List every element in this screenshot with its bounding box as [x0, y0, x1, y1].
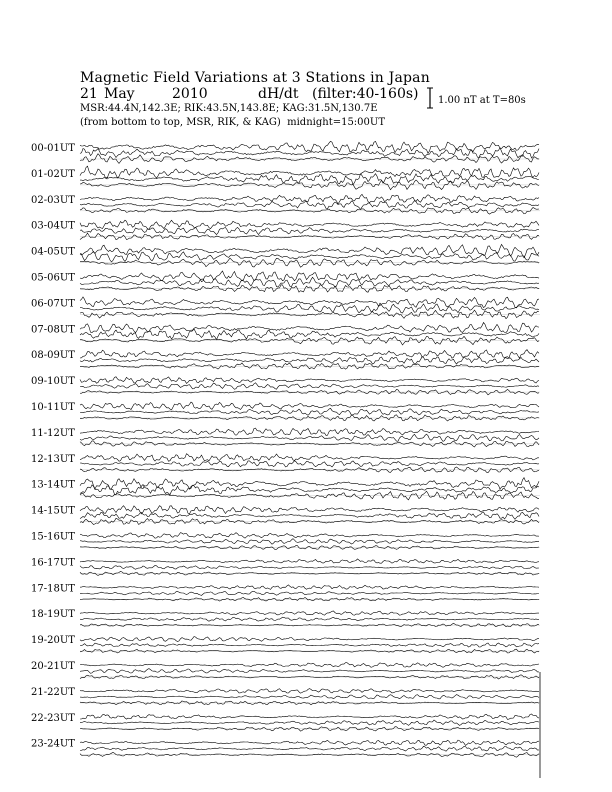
trace-kag — [80, 454, 539, 462]
trace-rik — [80, 695, 539, 699]
trace-msr — [80, 154, 539, 164]
trace-kag — [80, 559, 539, 563]
trace-kag — [80, 533, 539, 539]
hour-label: 06-07UT — [31, 298, 75, 310]
trace-kag — [80, 714, 539, 719]
trace-kag — [80, 323, 539, 333]
trace-kag — [80, 611, 539, 615]
trace-rik — [80, 746, 539, 751]
trace-rik — [80, 539, 539, 545]
trace-kag — [80, 663, 539, 668]
trace-kag — [80, 740, 539, 745]
midnight-text: midnight=15:00UT — [287, 117, 386, 128]
date-month: May — [104, 86, 135, 102]
trace-kag — [80, 478, 539, 490]
trace-rik — [80, 512, 539, 519]
trace-rik — [80, 591, 539, 595]
trace-kag — [80, 377, 539, 384]
trace-kag — [80, 141, 539, 153]
hour-label: 09-10UT — [31, 376, 75, 388]
trace-kag — [80, 402, 539, 410]
hour-label: 15-16UT — [31, 531, 75, 543]
trace-rik — [80, 383, 539, 390]
component-label: dH/dt — [258, 86, 299, 102]
hour-label: 21-22UT — [31, 686, 75, 698]
trace-kag — [80, 637, 539, 642]
hour-label: 01-02UT — [31, 168, 75, 180]
trace-kag — [80, 585, 539, 590]
hour-label: 20-21UT — [31, 661, 75, 672]
chart-title: Magnetic Field Variations at 3 Stations in Japan — [80, 70, 430, 86]
hour-label: 11-12UT — [31, 427, 75, 439]
date-day: 21 — [80, 86, 98, 102]
trace-msr — [80, 336, 539, 345]
trace-rik — [80, 720, 539, 725]
trace-rik — [80, 227, 539, 234]
hour-rows — [31, 141, 540, 757]
hour-label: 17-18UT — [31, 583, 75, 595]
trace-rik — [80, 461, 539, 467]
trace-rik — [80, 174, 539, 185]
scale-label: 1.00 nT at T=80s — [438, 95, 526, 106]
trace-rik — [80, 357, 539, 364]
trace-rik — [80, 148, 539, 158]
trace-kag — [80, 350, 539, 359]
hour-label: 14-15UT — [31, 505, 75, 517]
hour-label: 10-11UT — [31, 402, 75, 413]
trace-rik — [80, 408, 539, 415]
hour-label: 07-08UT — [31, 324, 75, 336]
trace-rik — [80, 201, 539, 210]
trace-msr — [80, 233, 539, 240]
hour-label: 23-24UT — [31, 738, 75, 750]
trace-rik — [80, 277, 539, 287]
hour-label: 22-23UT — [31, 712, 75, 724]
trace-rik — [80, 566, 539, 570]
hour-label: 02-03UT — [31, 194, 75, 206]
hour-label: 16-17UT — [31, 557, 75, 569]
hour-label: 05-06UT — [31, 272, 75, 284]
trace-kag — [80, 220, 539, 229]
trace-kag — [80, 271, 539, 282]
station-coordinates: MSR:44.4N,142.3E; RIK:43.5N,143.8E; KAG:31.5N,130.7E — [80, 103, 378, 114]
trace-rik — [80, 643, 539, 647]
hour-label: 03-04UT — [31, 220, 75, 232]
filter-label: (filter:40-160s) — [312, 86, 419, 102]
trace-kag — [80, 194, 539, 204]
hour-label: 13-14UT — [31, 479, 75, 491]
trace-rik — [80, 303, 539, 313]
hour-label: 08-09UT — [31, 350, 75, 362]
trace-kag — [80, 506, 539, 514]
hour-label: 12-13UT — [31, 453, 75, 465]
trace-rik — [80, 669, 539, 674]
hour-label: 18-19UT — [31, 609, 75, 621]
trace-kag — [80, 689, 539, 694]
trace-rik — [80, 617, 539, 621]
trace-kag — [80, 297, 539, 308]
trace-rik — [80, 485, 539, 495]
hour-label: 19-20UT — [31, 635, 75, 647]
trace-rik — [80, 329, 539, 340]
trace-rik — [80, 434, 539, 441]
trace-kag — [80, 428, 539, 435]
hour-label: 00-01UT — [31, 143, 75, 154]
hour-label: 04-05UT — [31, 246, 75, 258]
date-year: 2010 — [172, 86, 208, 102]
order-text: (from bottom to top, MSR, RIK, & KAG) — [80, 117, 281, 128]
